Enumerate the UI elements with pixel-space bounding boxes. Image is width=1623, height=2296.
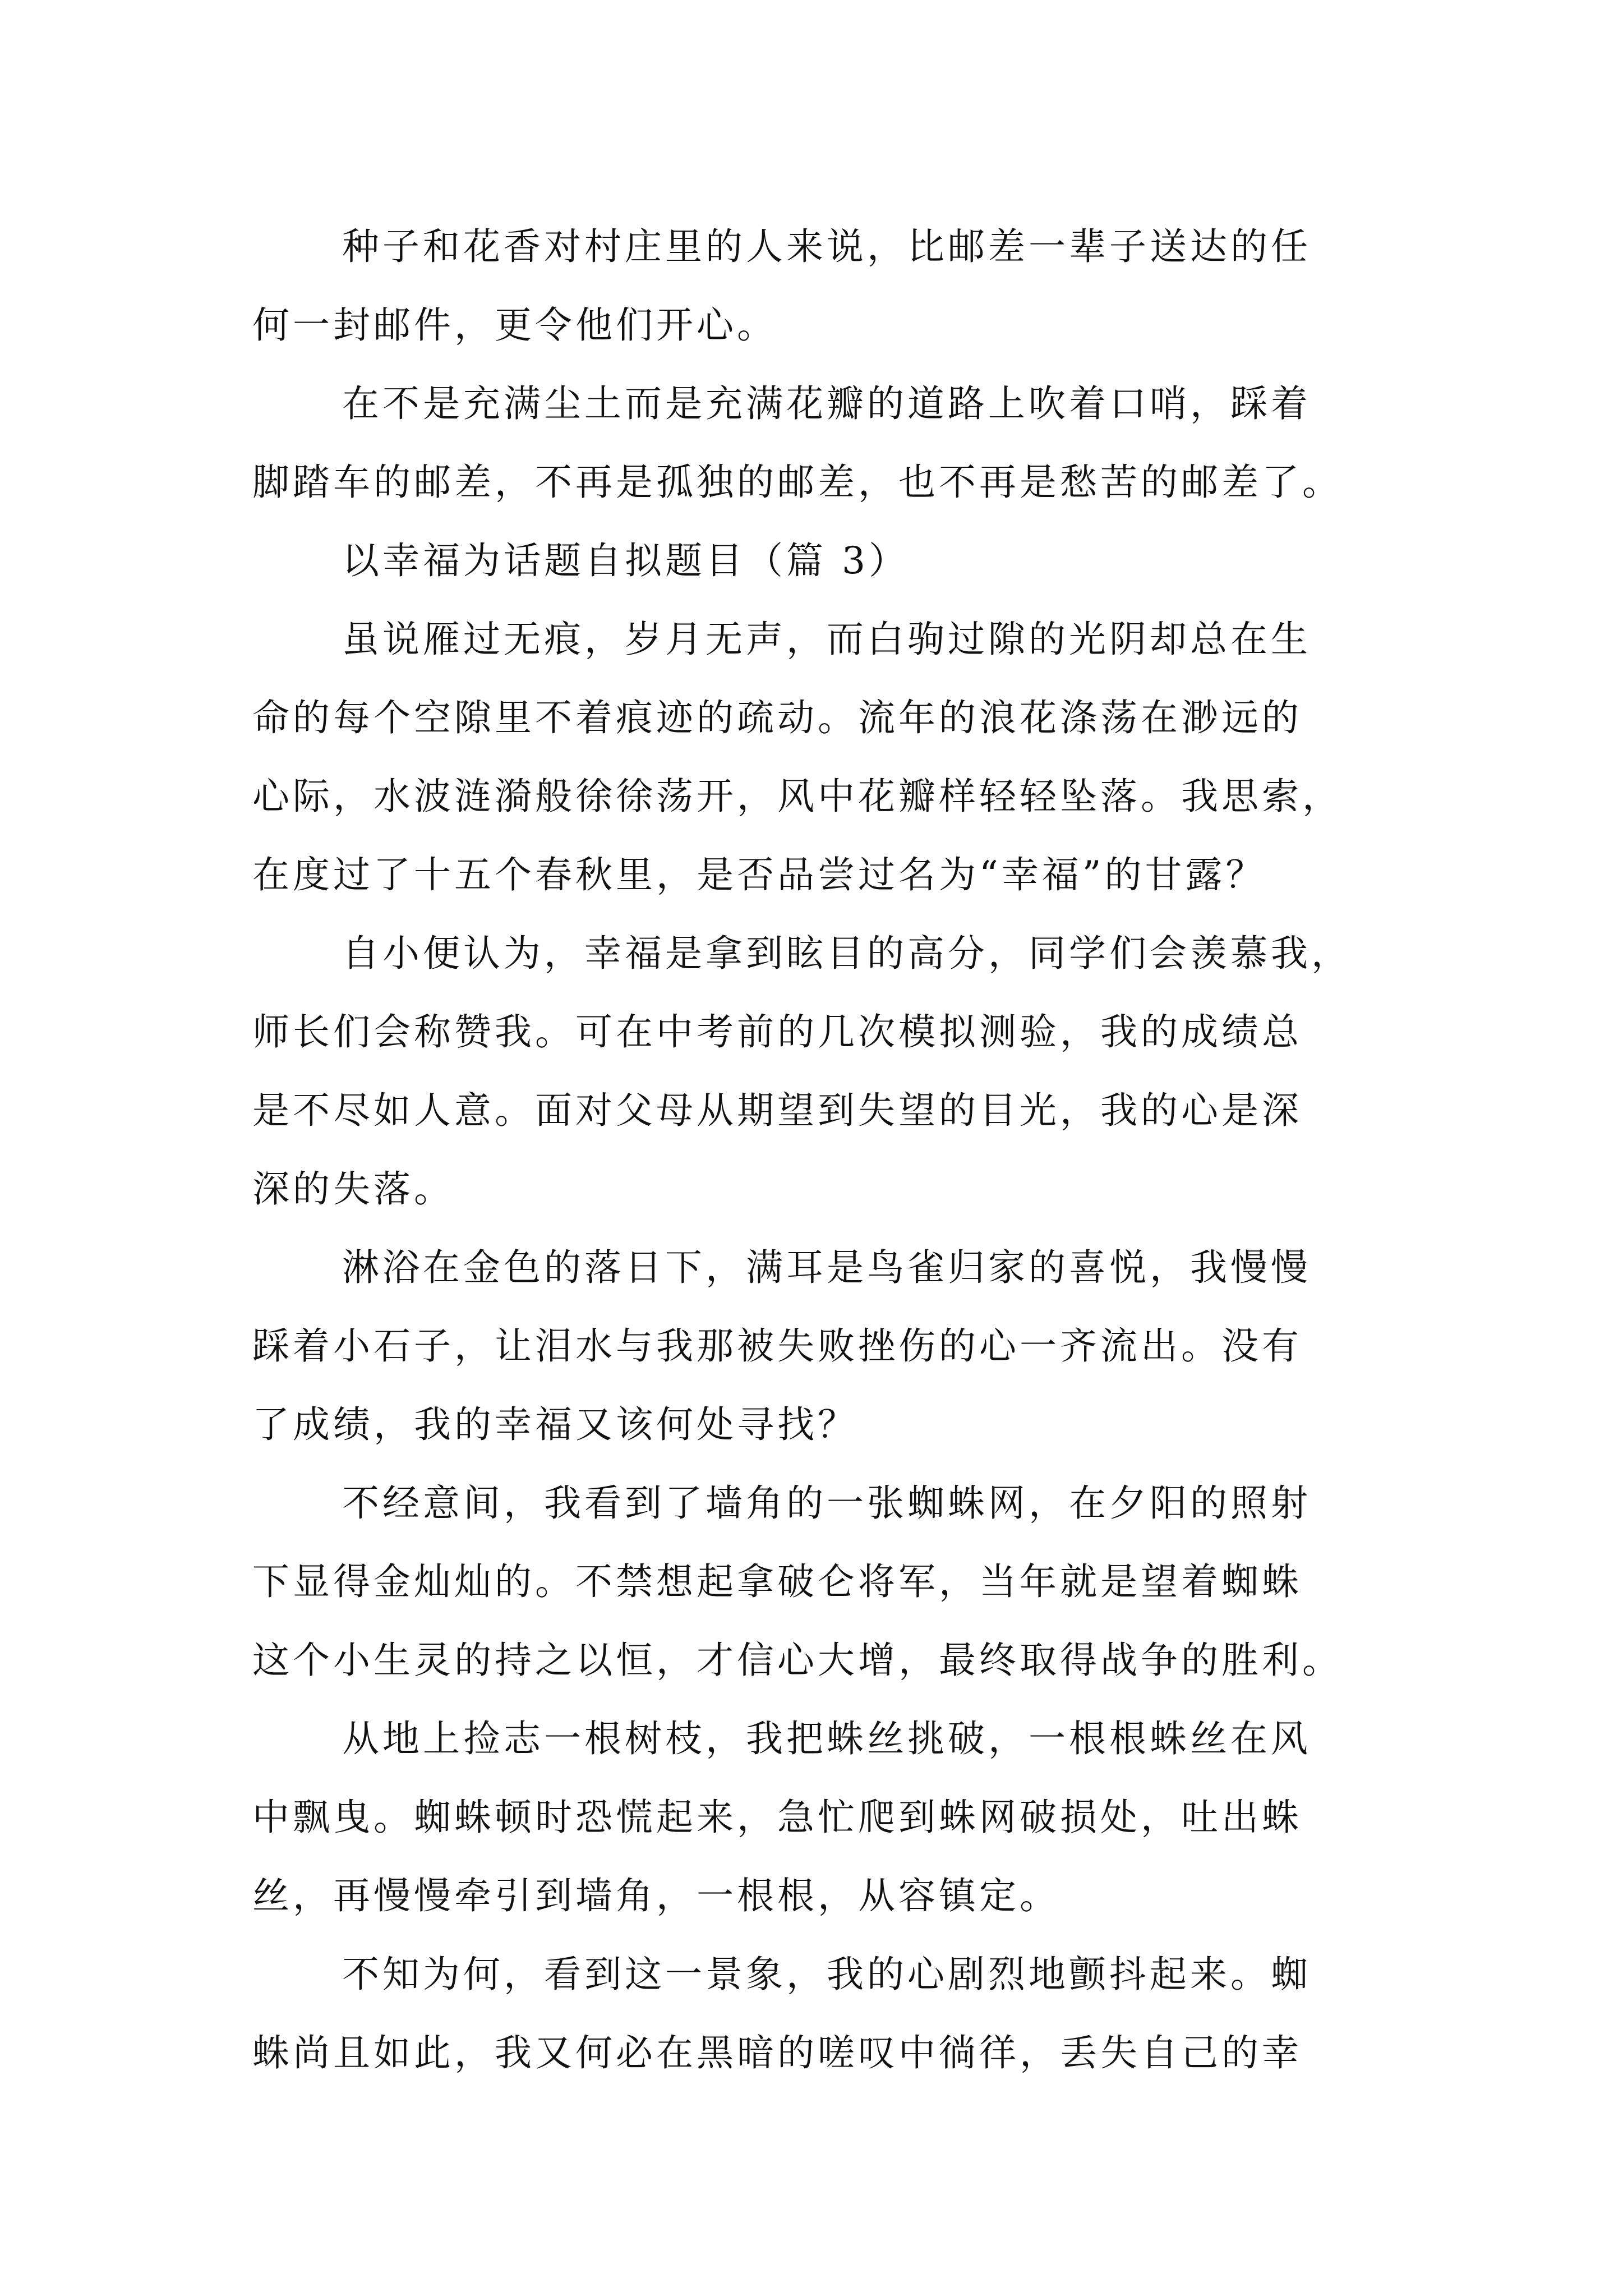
text-line: 在不是充满尘土而是充满花瓣的道路上吹着口哨，踩着	[342, 382, 1311, 425]
text-line: 中飘曳。蜘蛛顿时恐慌起来，急忙爬到蛛网破损处，吐出蛛	[252, 1796, 1302, 1839]
text-line: 命的每个空隙里不着痕迹的疏动。流年的浪花涤荡在渺远的	[252, 696, 1302, 739]
text-line: 自小便认为，幸福是拿到眩目的高分，同学们会羡慕我，	[342, 932, 1352, 975]
text-line: 脚踏车的邮差，不再是孤独的邮差，也不再是愁苦的邮差了。	[252, 461, 1343, 504]
section-heading: 以幸福为话题自拟题目（篇 3）	[342, 539, 909, 582]
text-line: 深的失落。	[252, 1167, 454, 1211]
text-line: 踩着小石子，让泪水与我那被失败挫伤的心一齐流出。没有	[252, 1324, 1302, 1368]
text-line: 下显得金灿灿的。不禁想起拿破仑将军，当年就是望着蜘蛛	[252, 1560, 1302, 1603]
text-line: 丝，再慢慢牵引到墙角，一根根，从容镇定。	[252, 1874, 1060, 1917]
text-line: 从地上捡志一根树枝，我把蛛丝挑破，一根根蛛丝在风	[342, 1717, 1311, 1760]
text-line: 虽说雁过无痕，岁月无声，而白驹过隙的光阴却总在生	[342, 618, 1311, 661]
text-line: 淋浴在金色的落日下，满耳是鸟雀归家的喜悦，我慢慢	[342, 1246, 1311, 1289]
text-line: 心际，水波涟漪般徐徐荡开，风中花瓣样轻轻坠落。我思索，	[252, 775, 1343, 818]
text-line: 蛛尚且如此，我又何必在黑暗的嗟叹中徜徉，丢失自己的幸	[252, 2031, 1302, 2074]
text-line: 是不尽如人意。面对父母从期望到失望的目光，我的心是深	[252, 1089, 1302, 1132]
text-line: 这个小生灵的持之以恒，才信心大增，最终取得战争的胜利。	[252, 1639, 1343, 1682]
text-line: 不经意间，我看到了墙角的一张蜘蛛网，在夕阳的照射	[342, 1481, 1311, 1525]
text-line: 师长们会称赞我。可在中考前的几次模拟测验，我的成绩总	[252, 1010, 1302, 1053]
text-line: 在度过了十五个春秋里，是否品尝过名为“幸福”的甘露？	[252, 853, 1266, 896]
text-line: 不知为何，看到这一景象，我的心剧烈地颤抖起来。蜘	[342, 1953, 1311, 1996]
text-line: 种子和花香对村庄里的人来说，比邮差一辈子送达的任	[342, 225, 1311, 268]
text-line: 何一封邮件，更令他们开心。	[252, 303, 777, 347]
text-line: 了成绩，我的幸福又该何处寻找？	[252, 1403, 858, 1446]
